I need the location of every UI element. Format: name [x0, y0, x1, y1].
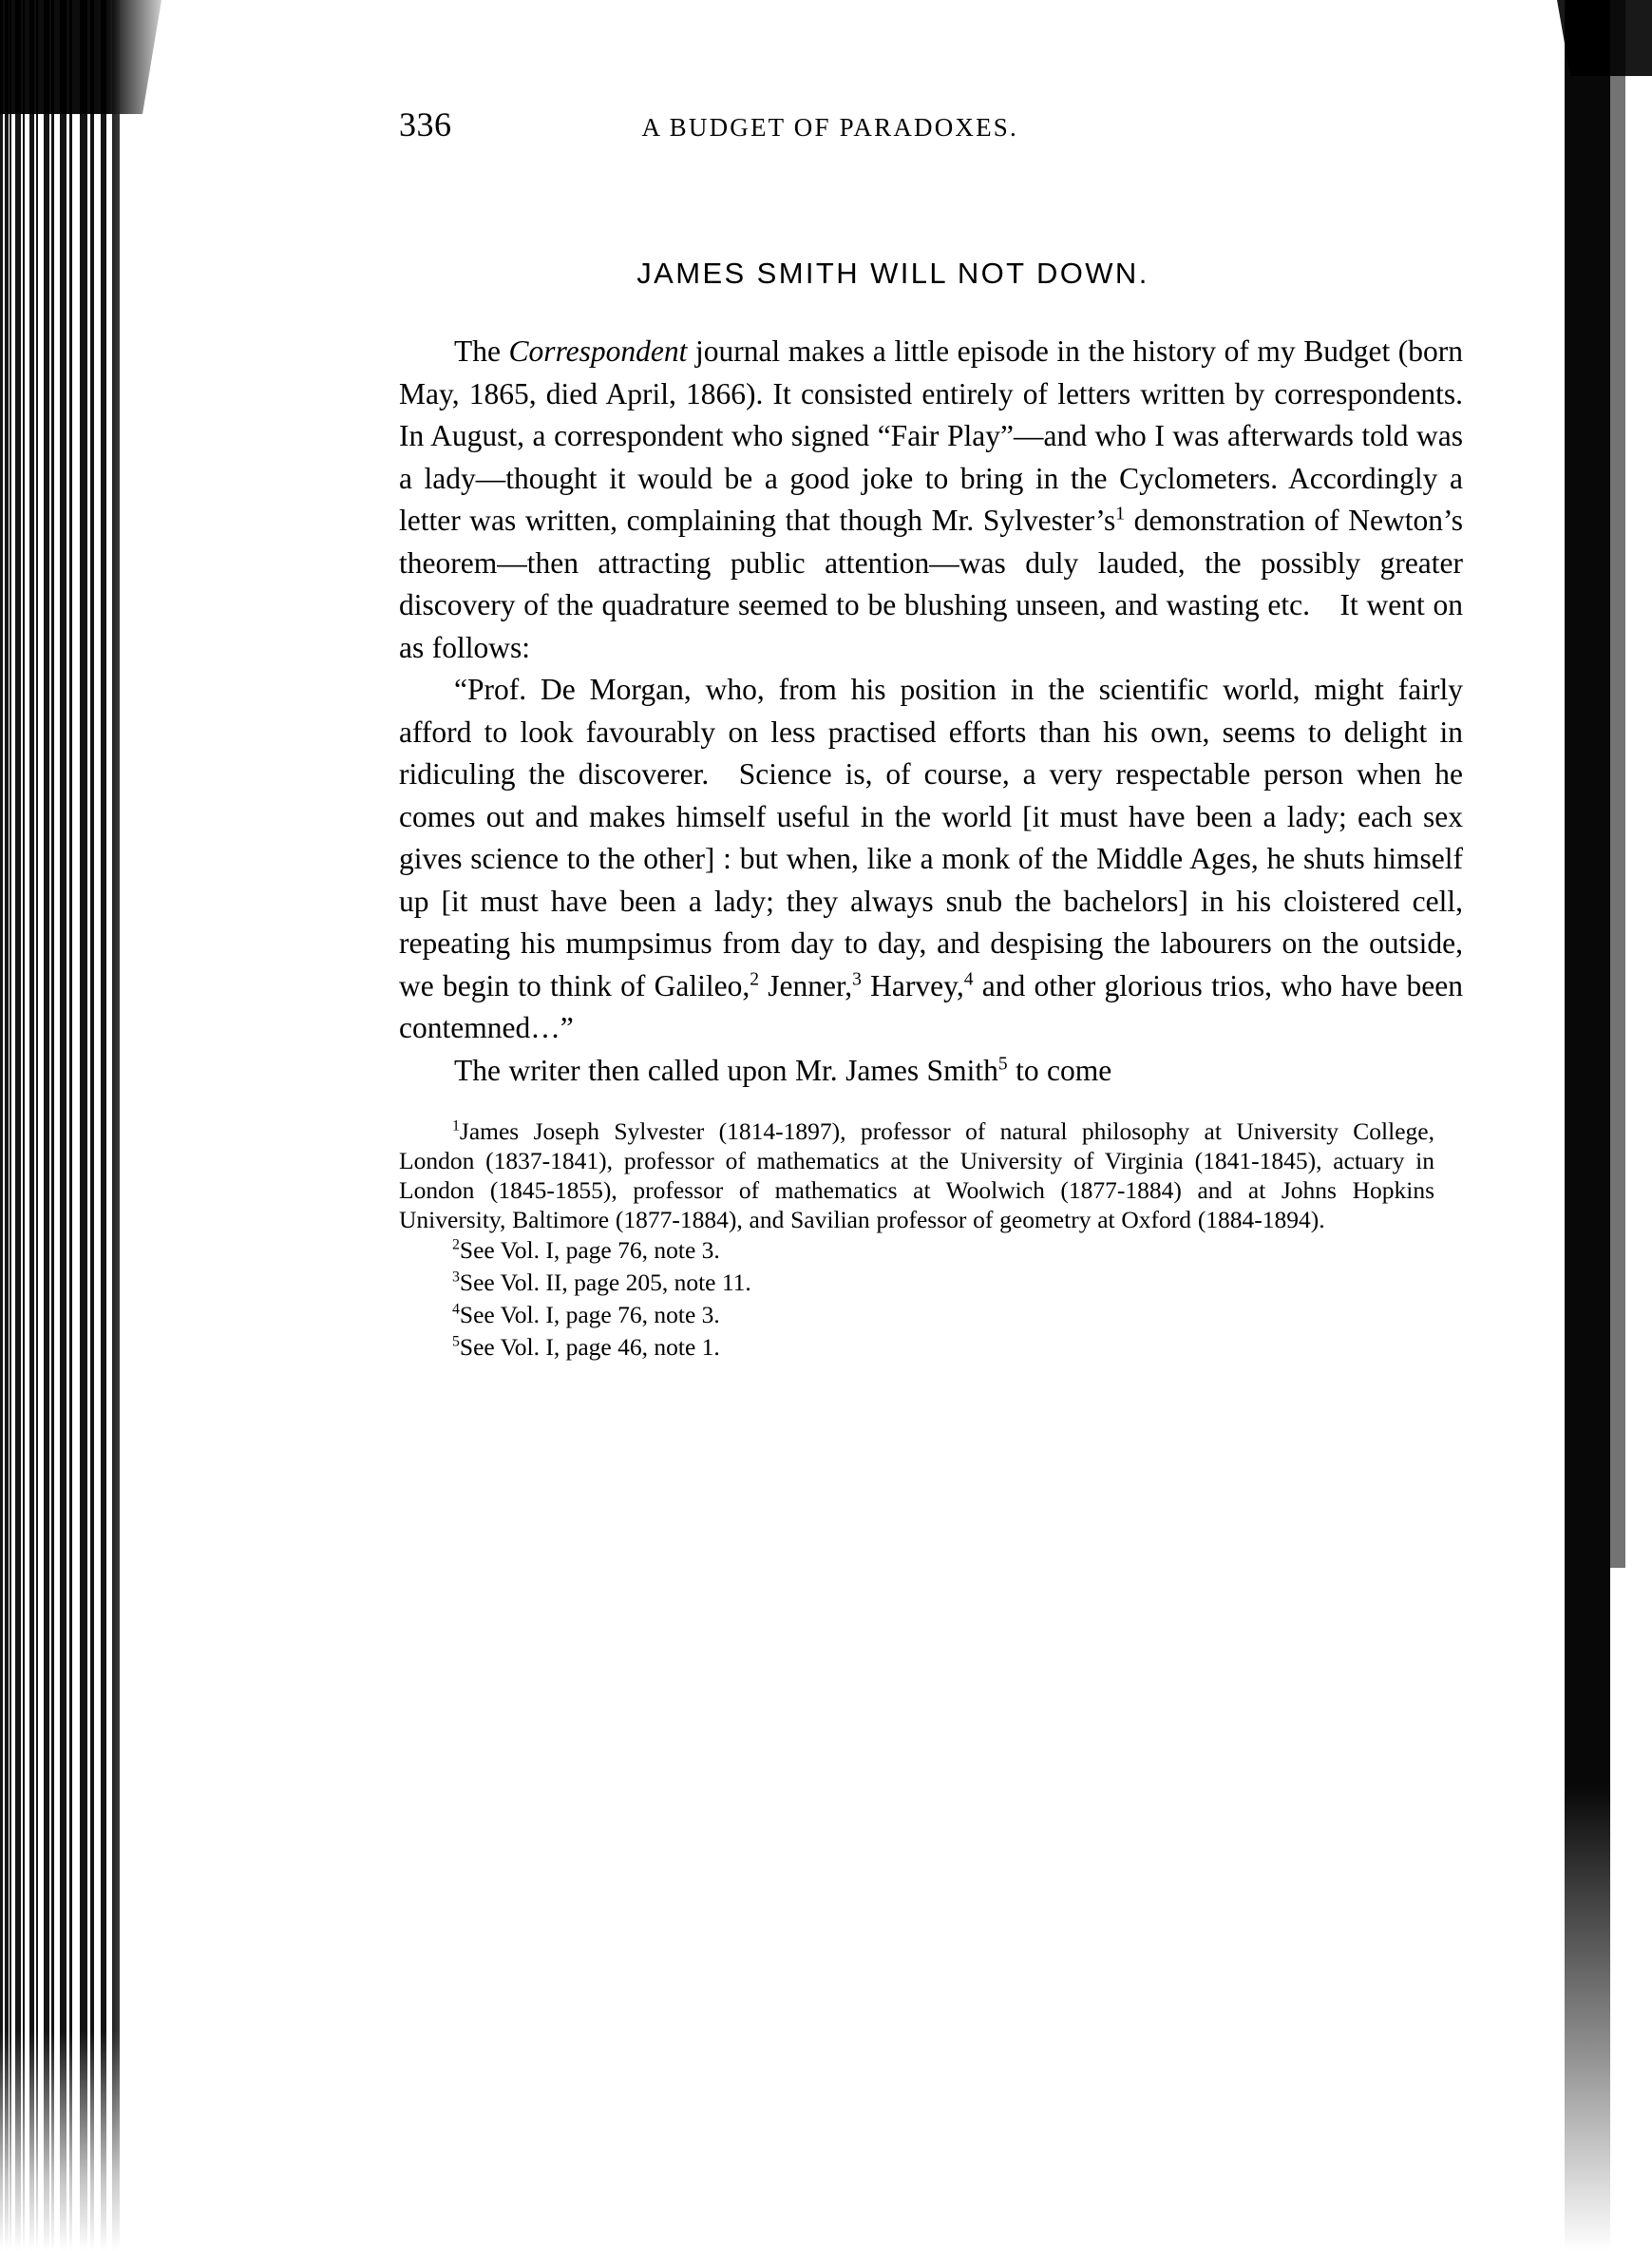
paragraph-2-text-c: Harvey, [861, 968, 964, 1002]
footnote-item [399, 1234, 1434, 1267]
journal-name: Correspondent [508, 334, 688, 368]
footnote-marker: 4 [452, 1301, 460, 1318]
footnote-ref-4[interactable]: 4 [963, 969, 974, 989]
footnote-text: See Vol. I, page 46, note 1. [459, 1333, 720, 1361]
scan-edge-band-secondary [1610, 0, 1625, 1568]
footnote-text: See Vol. II, page 205, note 11. [459, 1269, 751, 1296]
footnote-ref-1[interactable]: 1 [1115, 504, 1126, 525]
footnote-text: See Vol. I, page 76, note 3. [459, 1236, 720, 1264]
paragraph-1-text-a: The [454, 334, 509, 368]
paragraph-2 [399, 669, 1463, 1050]
footnote-text: See Vol. I, page 76, note 3. [459, 1301, 720, 1328]
paragraph-1-text-b: journal makes a little episode in the history of my Budget (born May, 1865, died April, 1866). It consisted entirely of letters written by correspondents. In August, a correspondent who signed “Fair Play”—and who I was afterwards told was a lady—thought it would be a good joke to bring in the Cyclometers. Accordingly a letter was written, complaining that though Mr. Sylvester’s [399, 334, 1463, 537]
footnote-marker: 1 [452, 1117, 460, 1135]
page-content [399, 105, 1463, 1364]
footnote-ref-2[interactable]: 2 [750, 969, 759, 989]
paragraph-3-text-b: to come [1007, 1053, 1112, 1087]
footnote-item [399, 1299, 1434, 1331]
scan-gutter-fade-bottom [0, 1852, 166, 2251]
paragraph-3 [399, 1050, 1463, 1093]
paragraph-1-text-c: demonstration of Newton’s theorem—then attracting public attention—was duly lauded, the possibly greater discovery of the quadrature seemed to be blushing unseen, and wasting etc. It went on as follows: [399, 504, 1464, 664]
page-number: 336 [399, 105, 452, 143]
paragraph-2-text-d: and other glorious trios, who have been contemned…” [399, 968, 1463, 1044]
footnote-text: James Joseph Sylvester (1814-1897), professor of natural philosophy at University College, London (1837-1841), professor of mathematics at the University of Virginia (1841-1845), actuary in London (1845-1855), professor of mathematics at Woolwich (1877-1884) and at Johns Hopkins University, Baltimore (1877-1884), and Savilian professor of geometry at Oxford (1884-1894). [399, 1117, 1434, 1233]
paragraph-2-text-a: “Prof. De Morgan, who, from his position in the scientific world, might fairly afford to look favourably on less practised efforts than his own, seems to delight in ridiculing the discoverer. Science is, of course, a very respectable person when he comes out and makes himself useful in the world [it must have been a lady; each sex gives science to the other] : but when, like a monk of the Middle Ages, he shuts himself up [it must have been a lady; they always snub the bachelors] in his cloistered cell, repeating his mumpsimus from day to day, and despising the labourers on the outside, we begin to think of Galileo, [399, 673, 1463, 1002]
footnote-ref-5[interactable]: 5 [997, 1054, 1008, 1074]
footnote-item [399, 1267, 1434, 1299]
footnote-ref-3[interactable]: 3 [852, 969, 862, 989]
paragraph-1 [399, 331, 1463, 669]
running-header [399, 105, 1463, 144]
scan-edge-artifact [1538, 0, 1652, 2251]
paragraph-2-text-b: Jenner, [759, 968, 853, 1002]
footnote-marker: 5 [452, 1333, 460, 1350]
footnote-marker: 3 [452, 1269, 460, 1286]
footnote-item [399, 1331, 1434, 1364]
book-title: A BUDGET OF PARADOXES. [641, 113, 1018, 142]
footnote-block [399, 1116, 1434, 1364]
paragraph-3-text-a: The writer then called upon Mr. James Smith [454, 1053, 998, 1087]
section-title: JAMES SMITH WILL NOT DOWN. [636, 257, 1149, 290]
footnote-item [399, 1116, 1434, 1234]
scan-edge-fade-bottom [1538, 1586, 1652, 2251]
footnote-marker: 2 [452, 1236, 460, 1253]
